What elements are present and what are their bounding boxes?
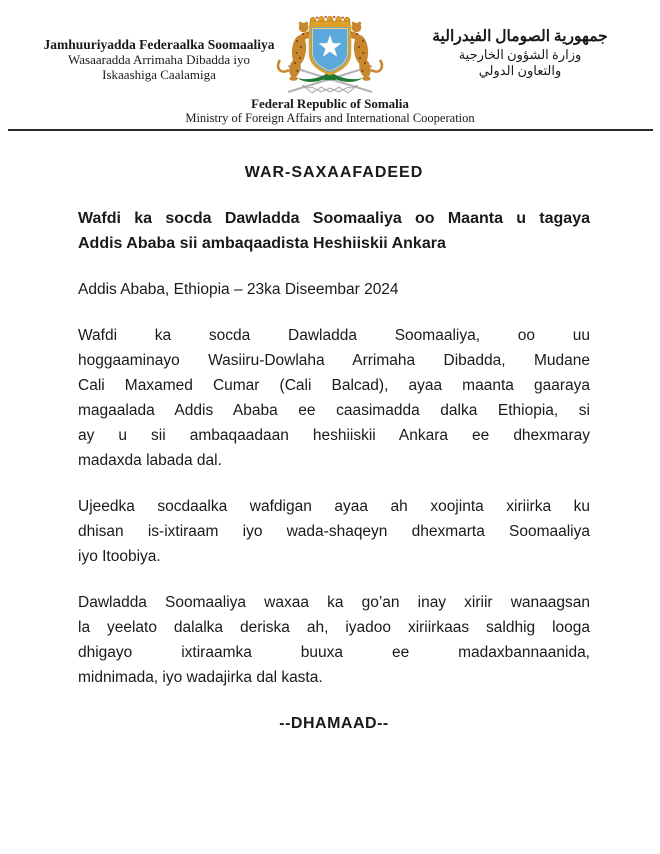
ministry-name-english: Ministry of Foreign Affairs and International Cooperation [185, 111, 475, 125]
text-line: dhigayo ixtiraamka buuxa ee madaxbannaanida, [78, 644, 590, 661]
dateline: Addis Ababa, Ethiopia – 23ka Diseembar 2024 [78, 281, 399, 298]
text-line: Dawladda Soomaaliya waxaa ka go’an inay xiriir wanaagsan [78, 594, 590, 611]
text-line: Addis Ababa sii ambaqaadista Heshiiskii Ankara [78, 235, 446, 252]
text-line: dhisan is-ixtiraam iyo wada-shaqeyn dhexmarta Soomaaliya [78, 523, 590, 540]
ministry-name-somali-line3: Iskaashiga Caalamiga [102, 67, 216, 82]
paragraph-3 [78, 590, 590, 690]
letterhead-somali [28, 37, 290, 82]
text-line: iyo Itoobiya. [78, 548, 161, 565]
text-line: hoggaaminayo Wasiiru-Dowlaha Arrimaha Dibadda, Mudane [78, 352, 590, 369]
paragraph-1 [78, 323, 590, 473]
country-name-english: Federal Republic of Somalia [251, 96, 409, 111]
ministry-name-somali-line2: Wasaaradda Arrimaha Dibadda iyo [68, 52, 250, 67]
text-line: Wafdi ka socda Dawladda Soomaaliya, oo uu [78, 327, 590, 344]
text-line: Cali Maxamed Cumar (Cali Balcad), ayaa maanta gaaraya [78, 377, 590, 394]
paragraph-2 [78, 494, 590, 569]
somalia-coat-of-arms [268, 13, 392, 101]
ministry-name-arabic-line1: جمهورية الصومال الفيدرالية [432, 28, 608, 45]
emblem-shield [310, 26, 350, 74]
ministry-name-somali-line1: Jamhuuriyadda Federaalka Soomaaliya [43, 37, 275, 52]
document-body [78, 160, 590, 736]
emblem-ribbon [302, 85, 358, 93]
document-heading [78, 206, 590, 256]
text-line: ay u sii ambaqaadaan heshiiskii Ankara ee dhexmaray [78, 427, 590, 444]
text-line: midnimada, iyo wadajirka dal kasta. [78, 669, 323, 686]
press-release-title: WAR-SAXAAFADEED [244, 164, 424, 181]
letterhead-english [0, 96, 660, 126]
text-line: Wafdi ka socda Dawladda Soomaaliya oo Maanta u tagaya [78, 210, 590, 227]
ministry-name-arabic-line2: وزارة الشؤون الخارجية [458, 47, 582, 62]
header-divider-line [8, 129, 653, 131]
somalia-emblem-svg [268, 13, 392, 101]
letterhead-arabic [396, 26, 644, 79]
text-line: la yeelato dalalka deriska ah, iyadoo xiriirkaas saldhig looga [78, 619, 590, 636]
text-line: madaxda labada dal. [78, 452, 222, 469]
text-line: Ujeedka socdaalka wafdigan ayaa ah xoojinta xiriirka ku [78, 498, 590, 515]
ministry-name-arabic-line3: والتعاون الدولي [478, 63, 562, 78]
text-line: magaalada Addis Ababa ee caasimadda dalka Ethiopia, si [78, 402, 590, 419]
end-mark: --DHAMAAD-- [279, 715, 389, 732]
